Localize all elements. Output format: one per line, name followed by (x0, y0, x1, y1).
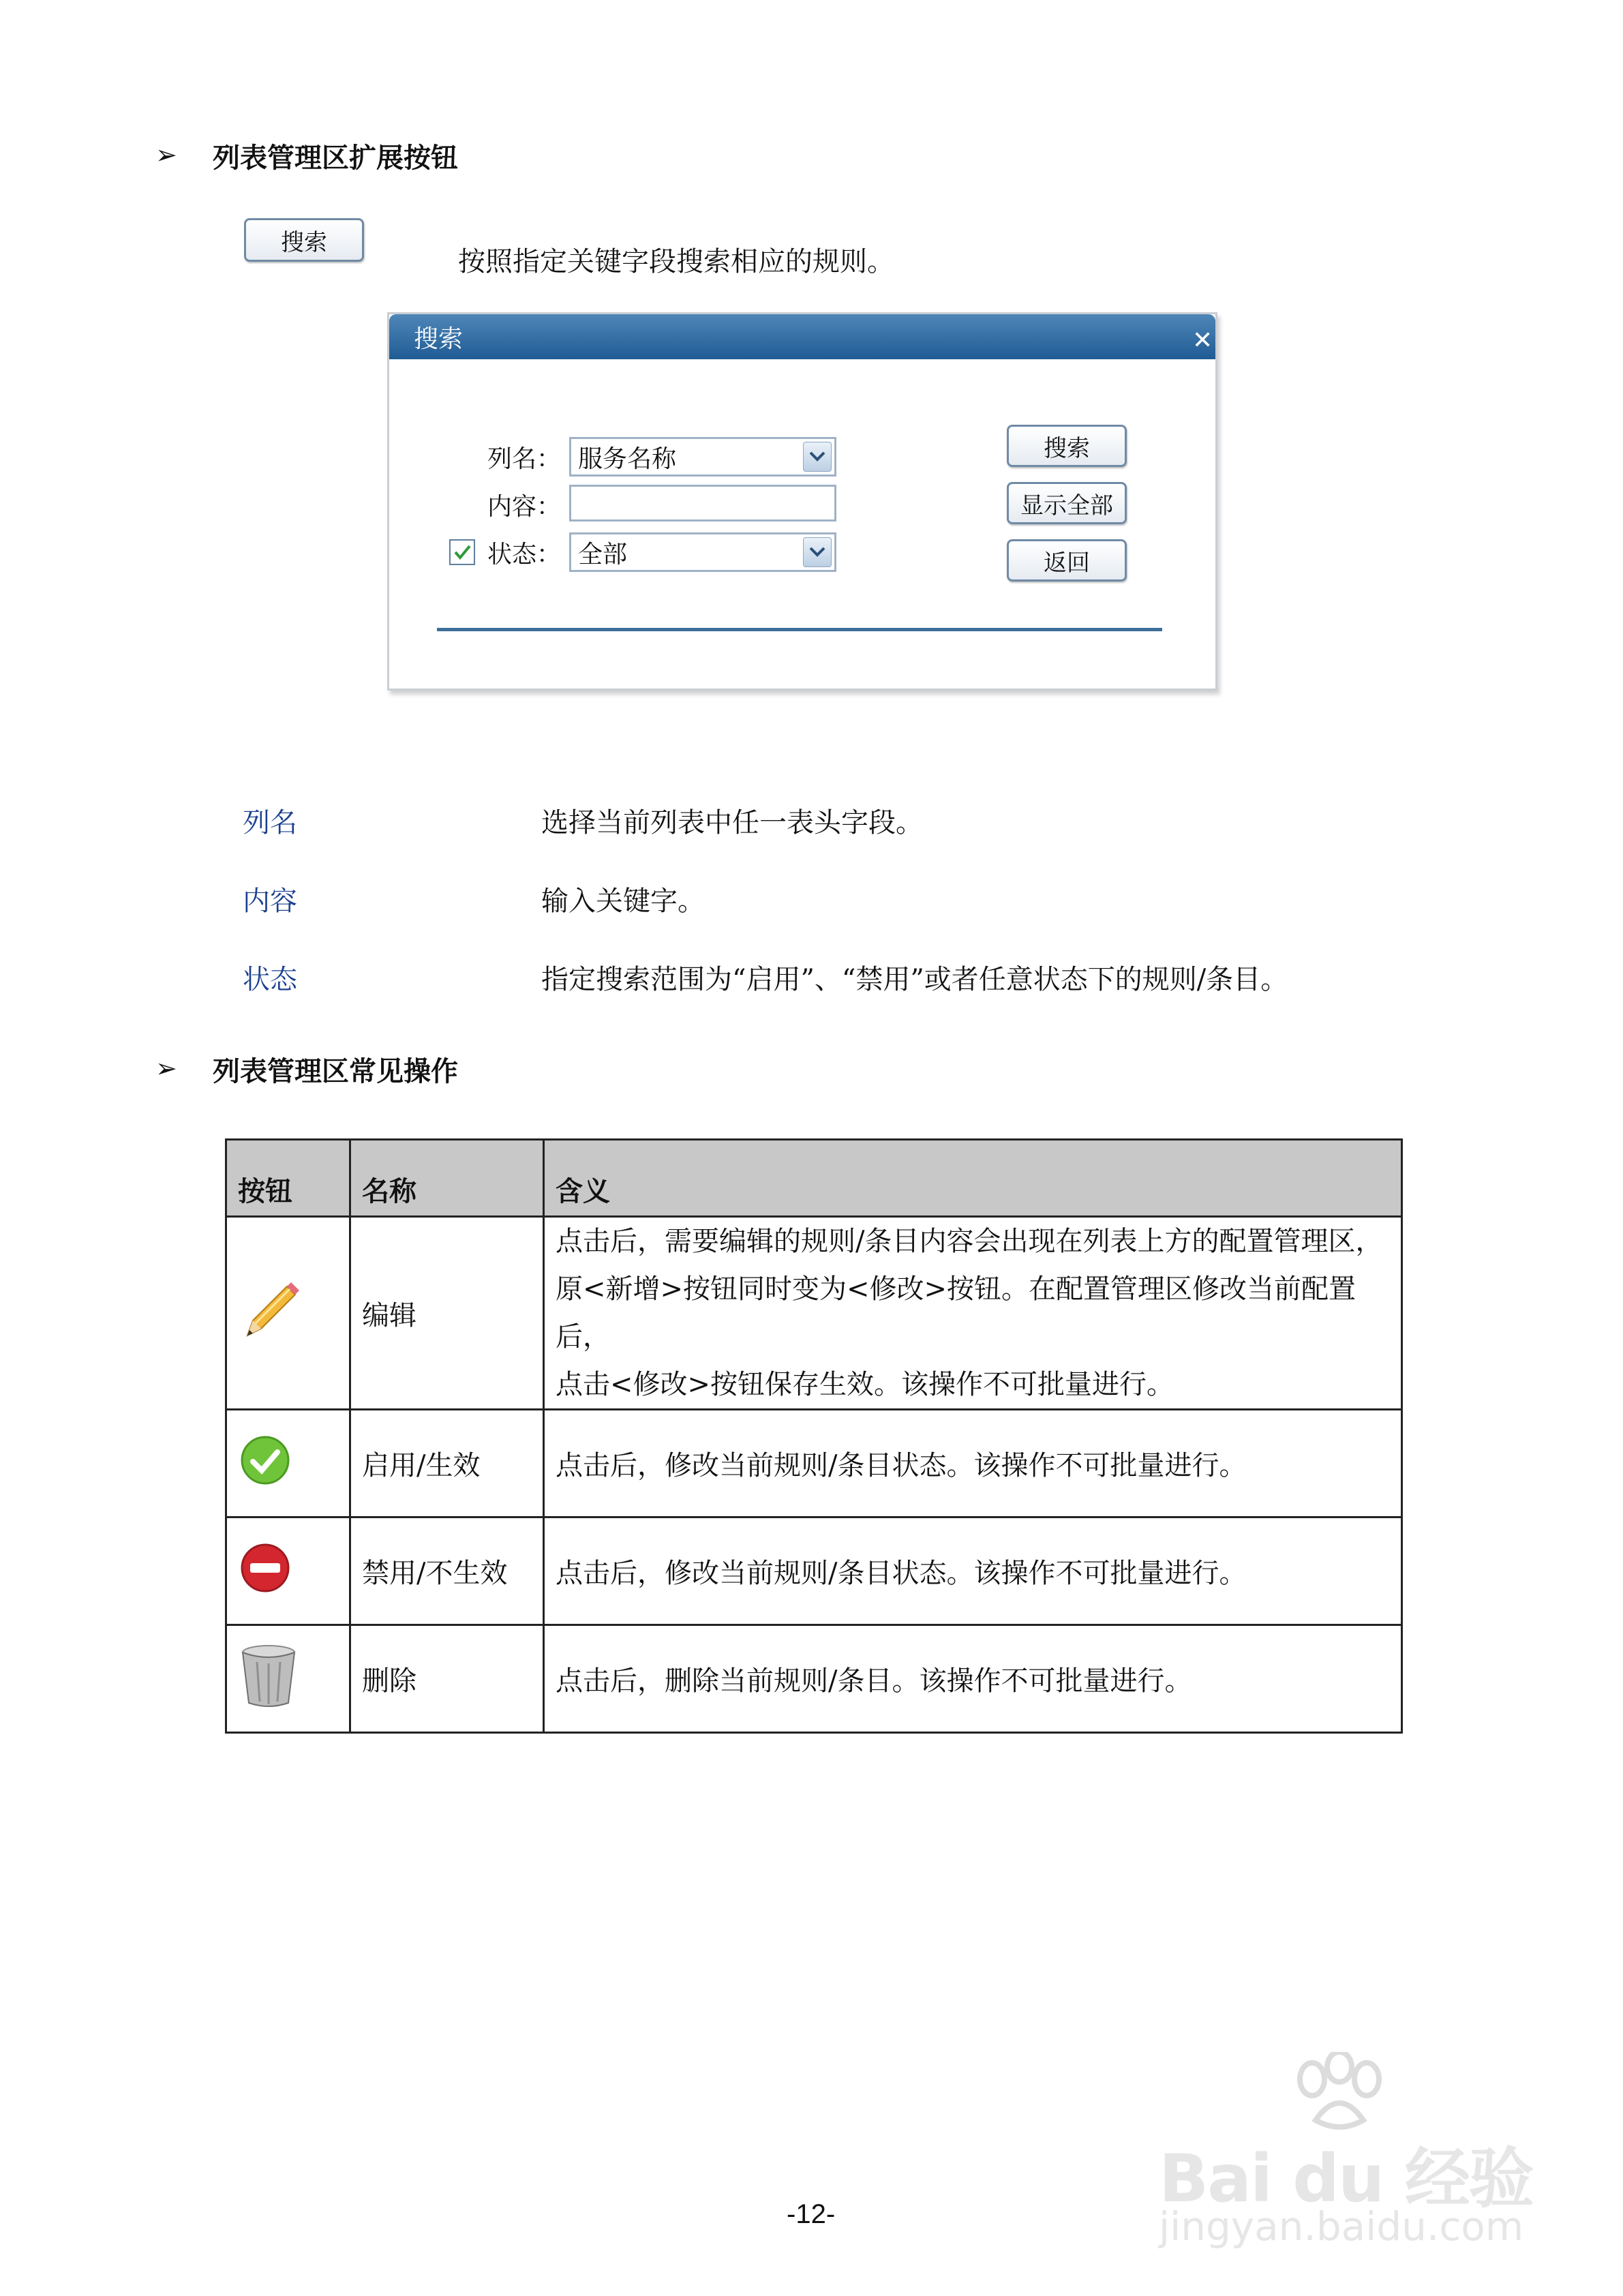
dialog-divider (437, 628, 1162, 631)
no-entry-icon[interactable] (238, 1541, 292, 1595)
header-name: 名称 (350, 1140, 544, 1217)
search-button[interactable]: 搜索 (244, 218, 364, 262)
table-cell-icon (226, 1625, 350, 1733)
table-row (226, 1410, 1402, 1517)
table-cell-icon (226, 1217, 350, 1410)
close-icon[interactable]: ✕ (1192, 327, 1213, 354)
dialog-search-button[interactable]: 搜索 (1007, 425, 1127, 467)
page-number: -12- (787, 2199, 836, 2229)
status-select[interactable] (569, 532, 836, 572)
definition-term-column: 列名 (243, 807, 297, 839)
column-name-select[interactable] (569, 437, 836, 477)
definition-text-status: 指定搜索范围为“启用”、“禁用”或者任意状态下的规则/条目。 (541, 964, 1288, 995)
baidu-jingyan-watermark (1159, 2052, 1541, 2250)
status-label: 状态： (487, 541, 562, 569)
pencil-icon[interactable] (238, 1275, 306, 1344)
content-label: 内容： (487, 493, 562, 521)
column-name-label: 列名： (487, 445, 562, 473)
table-cell-description: 点击后，修改当前规则/条目状态。该操作不可批量进行。 (544, 1410, 1402, 1517)
watermark-url: jingyan.baidu.com (1159, 2203, 1524, 2250)
column-name-value: 服务名称 (578, 444, 677, 473)
table-cell-description: 点击后，修改当前规则/条目状态。该操作不可批量进行。 (544, 1517, 1402, 1625)
table-row (226, 1625, 1402, 1733)
trash-can-icon[interactable] (238, 1642, 299, 1710)
definition-text-content: 输入关键字。 (541, 886, 705, 917)
table-cell-name: 禁用/不生效 (350, 1517, 544, 1625)
section2-bullet: ➢ (155, 1053, 177, 1083)
chevron-down-icon[interactable] (803, 442, 832, 472)
back-button[interactable]: 返回 (1007, 539, 1127, 581)
search-dialog (387, 312, 1217, 691)
dialog-title: 搜索 (414, 325, 464, 353)
header-meaning: 含义 (544, 1140, 1402, 1217)
table-cell-icon (226, 1410, 350, 1517)
section1-bullet: ➢ (155, 140, 177, 170)
operations-table (225, 1138, 1403, 1734)
status-value: 全部 (578, 540, 628, 569)
table-row (226, 1217, 1402, 1410)
definition-term-content: 内容 (243, 886, 297, 917)
section1-title: 列表管理区扩展按钮 (213, 142, 458, 174)
status-checkbox[interactable] (449, 539, 475, 565)
table-cell-name: 删除 (350, 1625, 544, 1733)
watermark-logo-text: Bai du 经验 (1159, 2141, 1533, 2217)
show-all-button[interactable]: 显示全部 (1007, 482, 1127, 524)
table-header-row (226, 1140, 1402, 1217)
checkmark-icon[interactable] (238, 1433, 292, 1487)
table-cell-name: 编辑 (350, 1217, 544, 1410)
definition-term-status: 状态 (243, 964, 297, 995)
paw-icon (1288, 2052, 1391, 2134)
section2-title: 列表管理区常见操作 (213, 1056, 458, 1087)
table-cell-description: 点击后，删除当前规则/条目。该操作不可批量进行。 (544, 1625, 1402, 1733)
table-cell-icon (226, 1517, 350, 1625)
definition-text-column: 选择当前列表中任一表头字段。 (541, 807, 923, 839)
table-cell-name: 启用/生效 (350, 1410, 544, 1517)
table-row (226, 1517, 1402, 1625)
header-button: 按钮 (226, 1140, 350, 1217)
dialog-title-bar (389, 314, 1215, 359)
search-button-description: 按照指定关键字段搜索相应的规则。 (458, 246, 894, 277)
chevron-down-icon[interactable] (803, 537, 832, 567)
content-input[interactable] (569, 485, 836, 522)
table-cell-description: 点击后，需要编辑的规则/条目内容会出现在列表上方的配置管理区， 原<新增>按钮同时变为<修改>按钮。在配置管理区修改当前配置后， 点击<修改>按钮保存生效。该操作不可批量进行。 (544, 1217, 1402, 1410)
